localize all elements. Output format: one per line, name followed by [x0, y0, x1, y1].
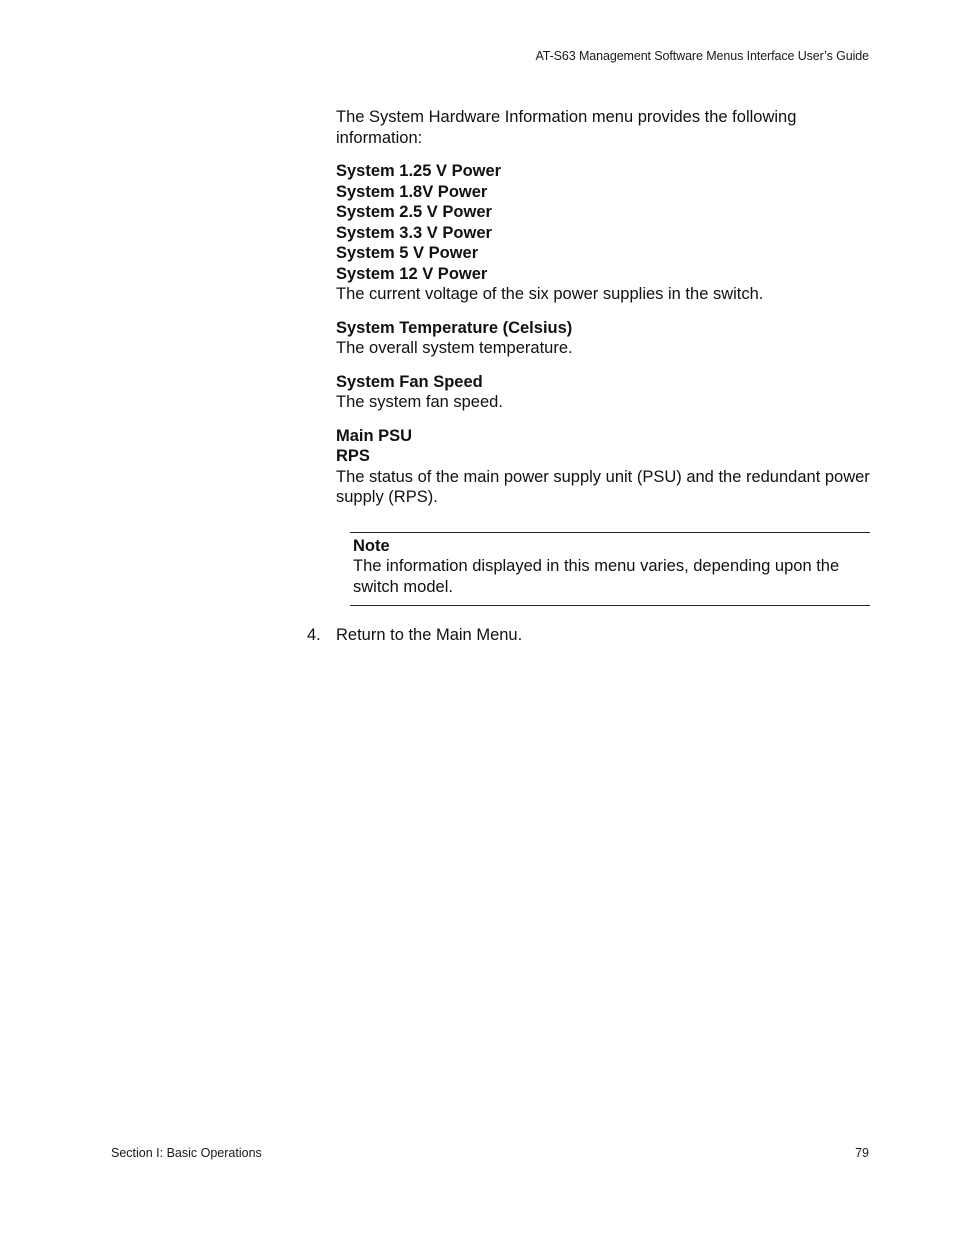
- term-fan-speed: System Fan Speed: [336, 372, 483, 391]
- fan-description: The system fan speed.: [336, 393, 503, 411]
- temperature-group: [336, 318, 870, 359]
- term-main-psu: Main PSU: [336, 426, 413, 445]
- note-box: [350, 532, 870, 607]
- term-power-12v: System 12 V Power: [336, 264, 488, 283]
- step-text: Return to the Main Menu.: [336, 626, 523, 644]
- intro-paragraph: The System Hardware Information menu provides the following information:: [336, 108, 797, 147]
- term-power-1-25v: System 1.25 V Power: [336, 162, 502, 180]
- step-number: 4.: [307, 626, 321, 644]
- power-description: The current voltage of the six power supplies in the switch.: [336, 285, 764, 303]
- step-item: [307, 625, 870, 646]
- running-header: AT-S63 Management Software Menus Interface User’s Guide: [535, 49, 869, 63]
- term-rps: RPS: [336, 447, 370, 465]
- note-text: The information displayed in this menu varies, depending upon the switch model.: [353, 557, 840, 596]
- temperature-description: The overall system temperature.: [336, 339, 573, 357]
- term-power-2-5v: System 2.5 V Power: [336, 203, 492, 221]
- page-content: [307, 107, 870, 646]
- fan-group: [336, 372, 870, 413]
- term-power-1-8v: System 1.8V Power: [336, 182, 488, 201]
- power-group: [336, 161, 870, 305]
- term-temperature: System Temperature (Celsius): [336, 318, 573, 337]
- term-power-5v: System 5 V Power: [336, 244, 479, 262]
- psu-description: The status of the main power supply unit (PSU) and the redundant power supply (RPS).: [336, 467, 870, 506]
- footer-section: Section I: Basic Operations: [111, 1146, 262, 1160]
- term-power-3-3v: System 3.3 V Power: [336, 223, 492, 242]
- note-title: Note: [353, 536, 390, 555]
- psu-group: [336, 426, 870, 508]
- page-number: 79: [855, 1146, 869, 1160]
